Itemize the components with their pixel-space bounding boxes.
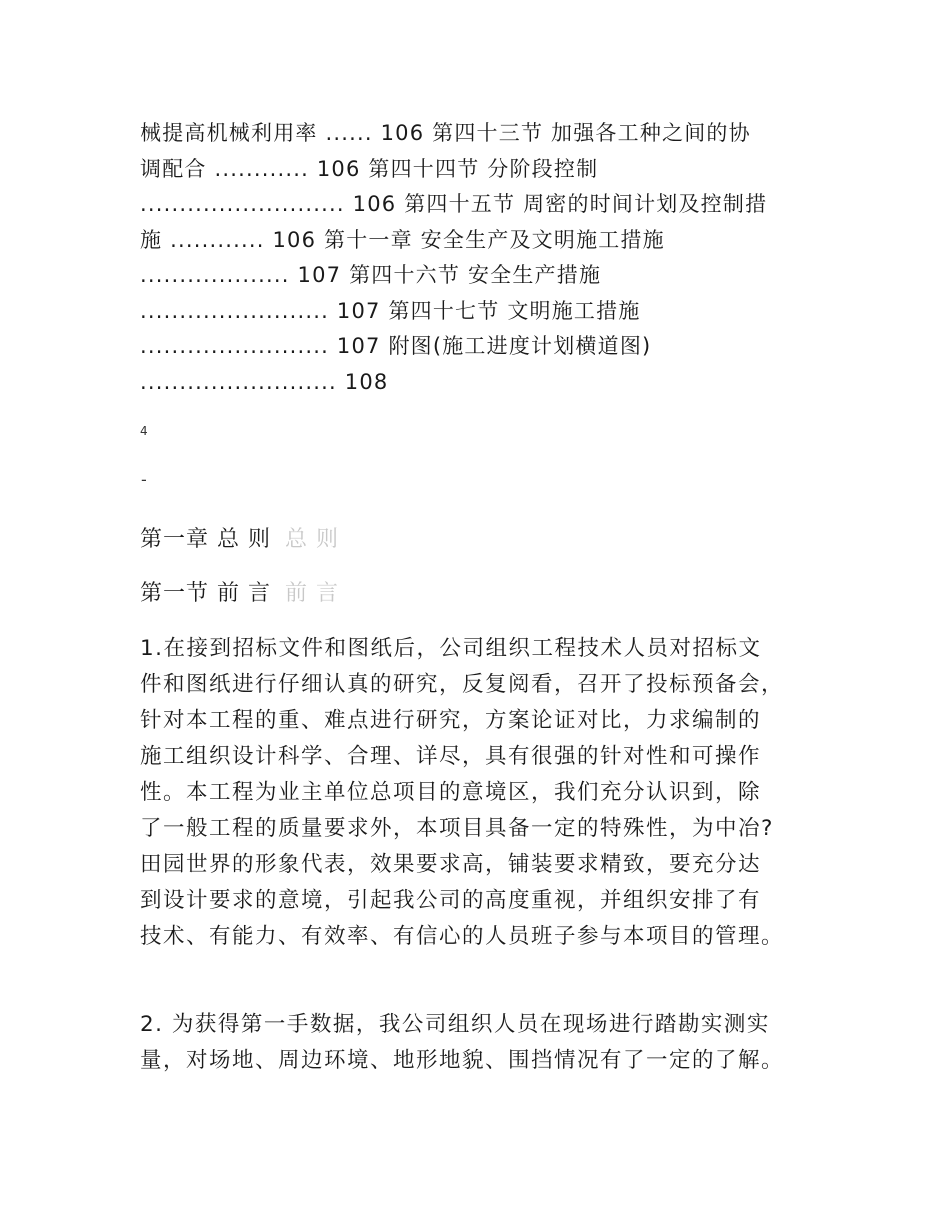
chapter-ghost-text: 总 则 bbox=[285, 527, 339, 552]
paragraph-line: 量，对场地、周边环境、地形地貌、围挡情况有了一定的了解。 bbox=[140, 1048, 785, 1073]
toc-line: 调配合 ............ 106 第四十四节 分阶段控制 bbox=[140, 156, 599, 181]
table-of-contents bbox=[140, 116, 820, 400]
section-ghost-text: 前 言 bbox=[285, 581, 339, 606]
paragraph-line: 施工组织设计科学、合理、详尽，具有很强的针对性和可操作 bbox=[140, 744, 762, 769]
page-number: 4 bbox=[140, 424, 148, 438]
paragraph-line: 了一般工程的质量要求外，本项目具备一定的特殊性，为中冶? bbox=[140, 816, 774, 841]
paragraph-1 bbox=[140, 631, 820, 955]
toc-line: .......................... 106 第四十五节 周密的时间计划及控制措 bbox=[140, 192, 768, 216]
paragraph-2 bbox=[140, 1007, 820, 1079]
toc-line: ................... 107 第四十六节 安全生产措施 bbox=[140, 263, 602, 287]
chapter-heading bbox=[140, 522, 339, 553]
paragraph-line: 技术、有能力、有效率、有信心的人员班子参与本项目的管理。 bbox=[140, 924, 785, 949]
toc-line: ........................ 107 附图(施工进度计划横道图) bbox=[140, 334, 652, 358]
separator-dash: - bbox=[141, 470, 147, 489]
toc-line: 械提高机械利用率 ...... 106 第四十三节 加强各工种之间的协 bbox=[140, 121, 751, 145]
paragraph-line: 到设计要求的意境，引起我公司的高度重视，并组织安排了有 bbox=[140, 888, 762, 913]
toc-line: 施 ............ 106 第十一章 安全生产及文明施工措施 bbox=[140, 227, 665, 252]
chapter-title: 第一章 总 则 bbox=[140, 527, 271, 552]
paragraph-line: 性。本工程为业主单位总项目的意境区，我们充分认识到，除 bbox=[140, 780, 762, 805]
paragraph-line: 田园世界的形象代表，效果要求高，铺装要求精致，要充分达 bbox=[140, 852, 762, 877]
paragraph-line: 1.在接到招标文件和图纸后，公司组织工程技术人员对招标文 bbox=[140, 636, 762, 661]
toc-line: ......................... 108 bbox=[140, 369, 389, 394]
section-title: 第一节 前 言 bbox=[140, 581, 271, 606]
section-heading bbox=[140, 576, 339, 607]
paragraph-line: 件和图纸进行仔细认真的研究，反复阅看，召开了投标预备会， bbox=[140, 672, 785, 697]
toc-line: ........................ 107 第四十七节 文明施工措施 bbox=[140, 298, 641, 323]
paragraph-line: 2. 为获得第一手数据，我公司组织人员在现场进行踏勘实测实 bbox=[140, 1012, 770, 1037]
paragraph-line: 针对本工程的重、难点进行研究，方案论证对比，力求编制的 bbox=[140, 708, 762, 733]
